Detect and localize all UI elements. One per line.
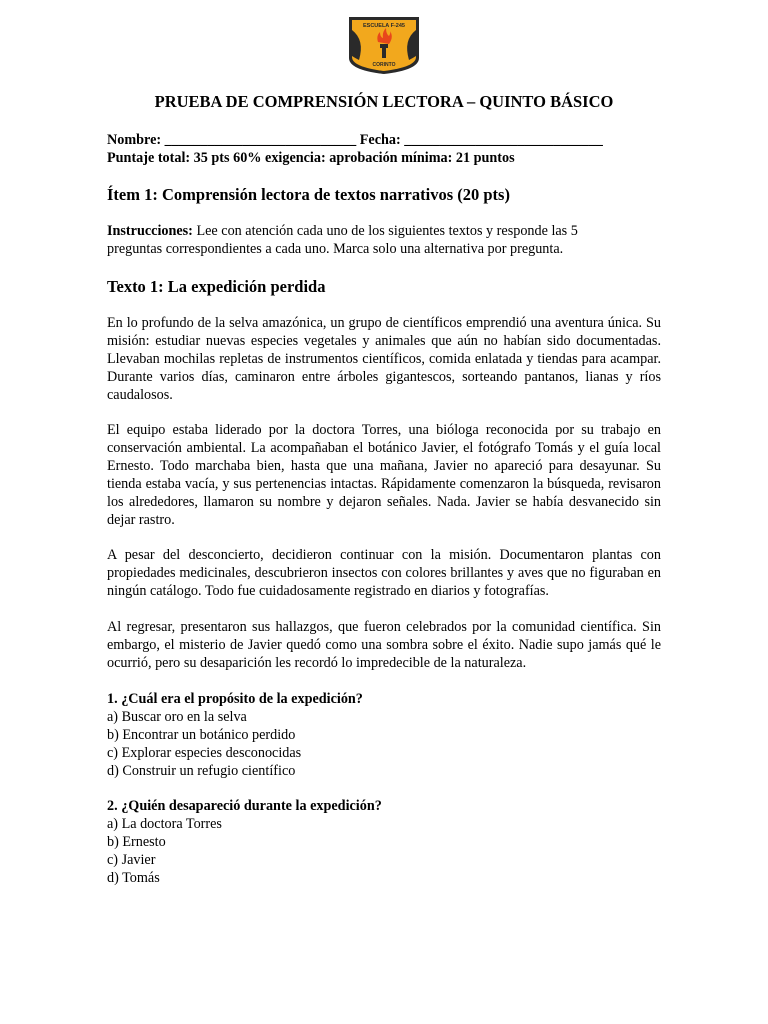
question-1-option-d[interactable]: d) Construir un refugio científico <box>107 762 296 779</box>
instructions-label: Instrucciones: <box>107 223 193 239</box>
logo-bottom-text: CORINTO <box>372 62 396 68</box>
question-2-option-b[interactable]: b) Ernesto <box>107 833 166 850</box>
instructions-text: Lee con atención cada uno de los siguientes textos y responde las 5 preguntas correspondientes a cada uno. Marca solo una alternativa por pregunta. <box>107 223 578 257</box>
school-logo <box>345 14 423 76</box>
question-2-text: 2. ¿Quién desapareció durante la expedición? <box>107 798 382 814</box>
puntaje-line: Puntaje total: 35 pts 60% exigencia: aprobación mínima: 21 puntos <box>107 150 515 166</box>
instructions <box>107 223 627 259</box>
question-1 <box>107 691 363 781</box>
question-2-option-d[interactable]: d) Tomás <box>107 869 160 886</box>
document-title: PRUEBA DE COMPRENSIÓN LECTORA – QUINTO BÁSICO <box>154 92 614 111</box>
question-2-option-a[interactable]: a) La doctora Torres <box>107 815 222 832</box>
question-1-text: 1. ¿Cuál era el propósito de la expedición? <box>107 691 363 707</box>
question-2 <box>107 798 382 888</box>
texto1-heading: Texto 1: La expedición perdida <box>107 277 326 296</box>
question-2-option-c[interactable]: c) Javier <box>107 851 156 868</box>
question-1-option-b[interactable]: b) Encontrar un botánico perdido <box>107 726 296 743</box>
paragraph-1: En lo profundo de la selva amazónica, un grupo de científicos emprendió una aventura única. Su misión: estudiar nuevas especies vegetales y animales que aún no habían sido documentadas. Llevaban mochilas repletas de instrumentos científicos, comida enlatada y tiendas para acampar. Durante varios días, caminaron entre árboles gigantescos, sorteando pantanos, lianas y ríos caudalosos. <box>107 315 661 403</box>
question-1-option-a[interactable]: a) Buscar oro en la selva <box>107 708 247 725</box>
nombre-fecha-line: Nombre: ___________________________ Fecha: ____________________________ <box>107 132 603 148</box>
question-1-option-c[interactable]: c) Explorar especies desconocidas <box>107 744 302 761</box>
logo-top-text: ESCUELA F-245 <box>363 23 405 29</box>
paragraph-2: El equipo estaba liderado por la doctora Torres, una bióloga reconocida por su trabajo en conservación ambiental. La acompañaban el botánico Javier, el fotógrafo Tomás y el guía local Ernesto. Todo marchaba bien, hasta que una mañana, Javier no apareció para desayunar. Su tienda estaba vacía, y sus pertenencias intactas. Rápidamente comenzaron la búsqueda, revisaron los alrededores, llamaron su nombre y dejaron señales. Nada. Javier se había desvanecido sin dejar rastro. <box>107 422 661 528</box>
school-crest-icon <box>345 14 423 76</box>
item1-heading: Ítem 1: Comprensión lectora de textos narrativos (20 pts) <box>107 185 510 204</box>
paragraph-4: Al regresar, presentaron sus hallazgos, que fueron celebrados por la comunidad científica. Sin embargo, el misterio de Javier quedó como una sombra sobre el éxito. Nadie supo jamás qué le ocurrió, pero su desaparición les recordó lo impredecible de la naturaleza. <box>107 619 661 671</box>
paragraph-3: A pesar del desconcierto, decidieron continuar con la misión. Documentaron plantas con propiedades medicinales, descubrieron insectos con colores brillantes y aves que no figuraban en ningún catálogo. Todo fue cuidadosamente registrado en diarios y fotografías. <box>107 547 661 599</box>
